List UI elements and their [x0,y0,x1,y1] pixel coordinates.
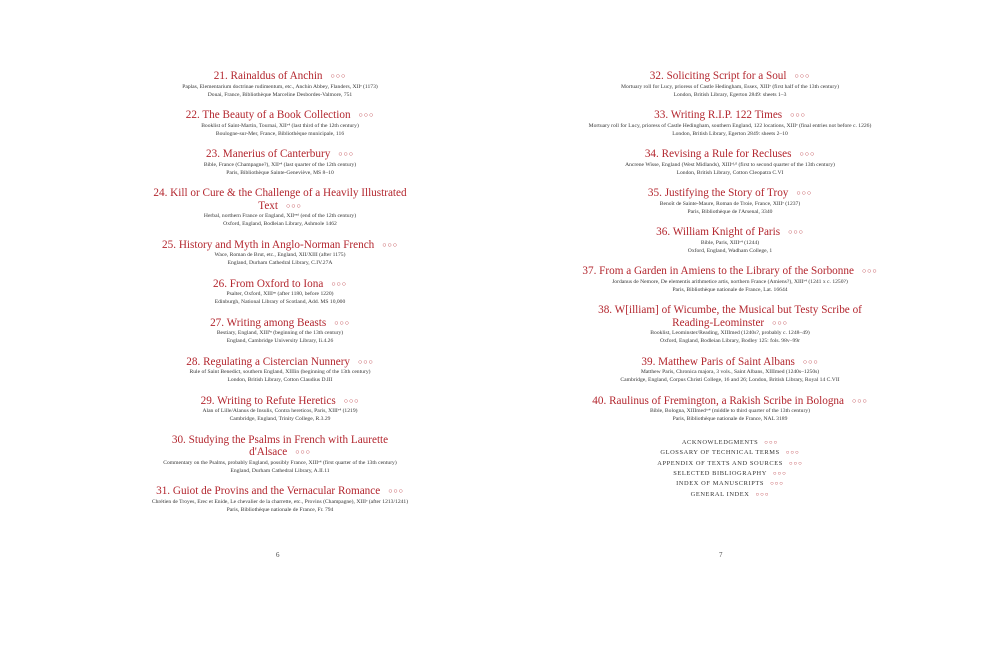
entry-description: Booklist of Saint-Martin, Tournai, XIIᵉ⁴ (last third of the 12th century) [201,122,359,129]
entry-dots: ○○○ [382,240,398,249]
entry-title[interactable]: 32. Soliciting Script for a Soul ○○○ [649,70,811,82]
entry-dots: ○○○ [358,111,375,120]
entry-title[interactable]: 27. Writing among Beasts ○○○ [210,316,350,329]
entry-dots: ○○○ [755,491,770,498]
entry-description: Booklist, Leominster/Reading, XIIImed (1240s?, probably c. 1248–49) [650,330,810,337]
entry-description: Paplas, Elementarium doctrinae rudimentum, etc., Anchin Abbey, Flanders, XIIᵉ (1173) [182,83,378,90]
entry-description: Psalter, Oxford, XIIIᵉⁿ (after 1180, before 1220) [226,291,334,298]
back-matter-item[interactable]: SELECTED BIBLIOGRAPHY ○○○ [673,469,787,477]
entry-location: Oxford, England, Wadham College, 1 [687,247,773,254]
entry-description: Mortuary roll for Lucy, prioress of Castle Hedingham, Essex, XIIIᵉ (first half of the 13th century) [621,83,839,90]
entry-title[interactable]: 37. From a Garden in Amiens to the Library of the Sorbonne ○○○ [582,265,878,278]
entry-description: Herbal, northern France or England, XIIᵉⁿᵈ (end of the 12th century) [203,213,357,220]
entry-location: Edinburgh, National Library of Scotland, Add. MS 10,000 [214,299,346,306]
entry-location: London, British Library, Cotton Claudius D.III [227,377,333,384]
entry-location: England, Durham Cathedral Library, A.II.11 [230,467,330,474]
entry-location: Oxford, England, Bodleian Library, Bodley 125: fols. 98v–99r [660,338,800,345]
entry-dots: ○○○ [852,396,868,405]
entry-location: England, Durham Cathedral Library, C.IV.27A [227,260,333,267]
toc-entry[interactable] [150,317,410,346]
entry-dots: ○○○ [331,279,347,288]
page-number: 6 [276,551,280,559]
toc-entry[interactable] [580,304,880,345]
entry-location: Boulogne-sur-Mer, France, Bibliothèque municipale, 116 [215,130,345,137]
entry-description: Matthew Paris, Chronica majora, 3 vols., Saint Albans, XIIImed (1240s–1250s) [640,369,820,376]
entry-dots: ○○○ [388,487,404,496]
right-toc [580,70,880,500]
entry-title[interactable]: 23. Manerius of Canterbury ○○○ [206,148,354,161]
entry-dots: ○○○ [338,150,354,159]
entry-location: Paris, Bibliothèque nationale de France, NAL 3189 [672,416,788,423]
entry-dots: ○○○ [788,460,803,467]
toc-entry[interactable] [150,187,410,228]
entry-title[interactable]: 39. Matthew Paris of Saint Albans ○○○ [641,355,819,368]
entry-location: Paris, Bibliothèque Sainte-Geneviève, MS 8–10 [226,169,334,176]
entry-title[interactable]: 40. Raulinus of Fremington, a Rakish Scribe in Bologna ○○○ [592,394,868,407]
entry-description: Bestiary, England, XIIIⁱⁿ (beginning of the 13th century) [216,330,344,337]
entry-dots: ○○○ [770,481,784,488]
entry-dots: ○○○ [772,318,788,327]
entry-location: Paris, Bibliothèque nationale de France, Fr. 794 [226,506,334,513]
entry-location: London, British Library, Egerton 2849: sheets 1–3 [673,91,787,98]
entry-dots: ○○○ [794,72,811,81]
entry-title[interactable]: 33. Writing R.I.P. 122 Times ○○○ [654,109,806,122]
toc-entry[interactable] [150,239,410,268]
back-matter-item[interactable]: ACKNOWLEDGMENTS ○○○ [681,438,779,446]
entry-description: Bible, Paris, XIIIᵉ⁴ (1244) [700,239,760,246]
toc-entry[interactable] [580,70,880,99]
entry-location: Paris, Bibliothèque nationale de France, Lat. 16644 [672,286,788,293]
toc-entry[interactable] [580,109,880,138]
toc-entry[interactable] [150,485,410,514]
entry-title[interactable]: 35. Justifying the Story of Troy ○○○ [647,187,813,200]
toc-entry[interactable] [580,265,880,294]
entry-dots: ○○○ [785,450,800,457]
entry-description: Alan of Lille/Alanus de Insulis, Contra hereticos, Paris, XIIIᵉ⁴ (1219) [202,408,358,415]
entry-dots: ○○○ [799,150,816,159]
entry-description: Benoît de Sainte-Maure, Roman de Troie, France, XIIIᵉ (1237) [659,200,801,207]
toc-entry[interactable] [150,356,410,385]
entry-description: Bible, Bologna, XIIImedᵗᵒ⁴ (middle to third quarter of the 13th century) [650,408,810,415]
entry-dots: ○○○ [772,470,787,477]
left-toc [150,70,410,524]
entry-dots: ○○○ [286,201,302,210]
entry-dots: ○○○ [343,396,360,405]
entry-title[interactable]: 28. Regulating a Cistercian Nunnery ○○○ [186,355,374,368]
entry-title[interactable]: 21. Rainaldus of Anchin ○○○ [213,70,347,82]
entry-title[interactable]: 36. William Knight of Paris ○○○ [656,226,804,239]
toc-entry[interactable] [580,356,880,385]
entry-dots: ○○○ [802,357,819,366]
back-matter-item[interactable]: APPENDIX OF TEXTS AND SOURCES ○○○ [657,459,803,467]
page-number: 7 [719,551,723,559]
entry-title[interactable]: 31. Guiot de Provins and the Vernacular Romance ○○○ [156,485,404,498]
entry-description: Ancrene Wisse, England (West Midlands), XIIIᵉ¹⁄² (first to second quarter of the 13th century) [625,161,835,168]
right-page [500,0,1000,667]
toc-entry[interactable] [580,187,880,216]
entry-dots: ○○○ [295,448,311,457]
entry-dots: ○○○ [861,267,878,276]
back-matter-item[interactable]: GENERAL INDEX ○○○ [690,490,770,498]
entry-dots: ○○○ [796,189,813,198]
entry-dots: ○○○ [358,357,374,366]
entry-title[interactable]: 25. History and Myth in Anglo-Norman French ○○○ [162,238,398,251]
entry-dots: ○○○ [788,228,804,237]
entry-title[interactable]: 26. From Oxford to Iona ○○○ [213,277,347,290]
entry-location: London, British Library, Cotton Cleopatra C.VI [676,169,784,176]
toc-entry[interactable] [150,395,410,424]
toc-entry[interactable] [150,70,410,99]
entry-description: Rule of Saint Benedict, southern England, XIIIin (beginning of the 13th century) [189,369,371,376]
back-matter-item[interactable]: INDEX OF MANUSCRIPTS ○○○ [676,480,784,488]
entry-description: Commentary on the Psalms, probably England, possibly France, XIIIᵉ⁴ (first quarter of the 13th century) [163,459,397,466]
toc-entry[interactable] [150,434,410,475]
entry-location: Oxford, England, Bodleian Library, Ashmole 1462 [223,221,337,228]
toc-entry[interactable] [150,148,410,177]
entry-description: Mortuary roll for Lucy, prioress of Castle Hedingham, southern England, 122 locations, XIIIᵉ (final entries not before c. 1226) [588,122,872,129]
entry-title[interactable]: 34. Revising a Rule for Recluses ○○○ [644,148,816,161]
entry-location: England, Cambridge University Library, Ii.4.26 [226,338,334,345]
back-matter-item[interactable]: GLOSSARY OF TECHNICAL TERMS ○○○ [660,449,800,457]
toc-entry[interactable] [580,226,880,255]
entry-location: Cambridge, England, Corpus Christi College, 16 and 26; London, British Library, Royal 14 C.VII [620,377,840,384]
entry-dots: ○○○ [330,72,347,81]
entry-dots: ○○○ [790,111,806,120]
entry-description: Wace, Roman de Brut, etc., England, XII/XIII (after 1175) [214,252,346,259]
entry-title[interactable]: 38. W[illiam] of Wicumbe, the Musical but Testy Scribe of Reading-Leominster ○○○ [598,304,862,329]
entry-title[interactable]: 22. The Beauty of a Book Collection ○○○ [185,109,375,122]
back-matter [580,438,880,500]
entry-description: Bible, France (Champagne?), XIIᵉ⁴ (last quarter of the 12th century) [203,161,357,168]
entry-dots: ○○○ [334,318,350,327]
entry-title[interactable]: 29. Writing to Refute Heretics ○○○ [200,394,360,407]
entry-location: Douai, France, Bibliothèque Marceline Desbordes-Valmore, 751 [207,91,353,98]
entry-title[interactable]: 30. Studying the Psalms in French with Laurette d'Alsace ○○○ [171,433,389,459]
toc-entry[interactable] [150,278,410,307]
entry-location: Cambridge, England, Trinity College, R.3.29 [229,416,331,423]
entry-dots: ○○○ [764,439,779,446]
entry-description: Chrétien de Troyes, Erec et Enide, Le chevalier de la charrette, etc., Provins (Champagne), XIIIᵉ (after 1213/1241) [151,498,409,505]
toc-entry[interactable] [150,109,410,138]
entry-title[interactable]: 24. Kill or Cure & the Challenge of a Heavily Illustrated Text ○○○ [153,187,407,212]
toc-entry[interactable] [580,148,880,177]
toc-entry[interactable] [580,395,880,424]
entry-description: Jordanus de Nemore, De elementis arithmetice artis, northern France (Amiens?), XIIIᵉ⁴ (1241 x c. 1250?) [612,278,848,285]
entry-location: Paris, Bibliothèque de l'Arsenal, 3340 [687,208,773,215]
entry-location: London, British Library, Egerton 2849: sheets 2–10 [672,130,788,137]
